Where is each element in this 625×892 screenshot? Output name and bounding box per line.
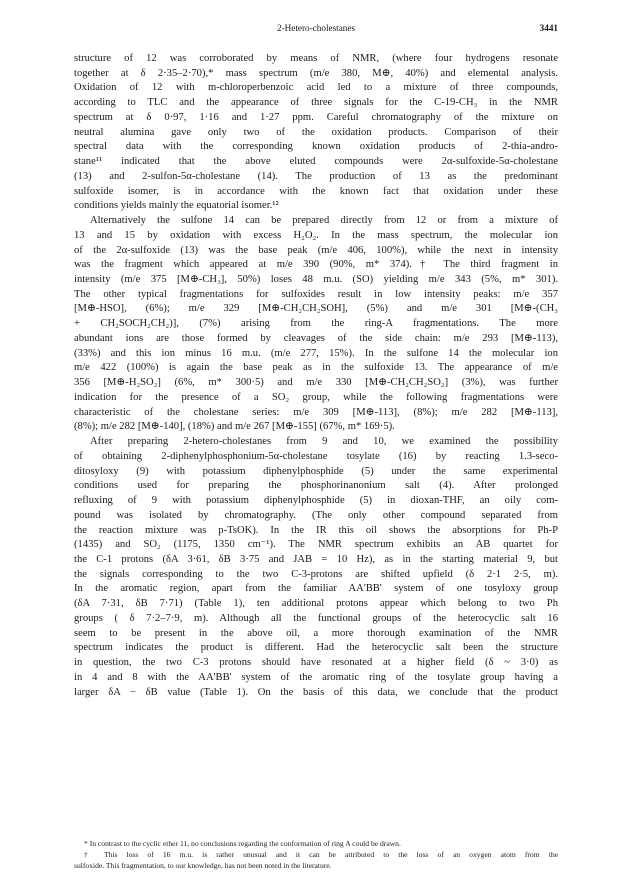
text-line: characteristic of the cholestane series: m/e 309 [M⊕-113], (8%); m/e 282 [M⊕-113], bbox=[74, 406, 558, 418]
text-line: together at δ 2·35–2·70),* mass spectrum (m/e 380, M⊕, 40%) and elemental analysis. bbox=[74, 67, 558, 79]
text-line: indication for the presence of a SO₂ group, while the following fragmentations were bbox=[74, 391, 558, 403]
text-line: of obtaining 2-diphenylphosphonium-5α-cholestane tosylate (16) by reacting 1.3-seco- bbox=[74, 450, 558, 462]
text-line: (8%); m/e 282 [M⊕-140], (18%) and m/e 267 [M⊕-155] (67%, m* 169·5). bbox=[74, 421, 395, 433]
text-line: conditions yields mainly the equatorial isomer.¹² bbox=[74, 200, 279, 212]
text-line: The other typical fragmentations for sulfoxides result in low intensity peaks: m/e 357 bbox=[74, 288, 558, 300]
body-text bbox=[74, 52, 558, 700]
text-line: structure of 12 was corroborated by means of NMR, (where four hydrogens resonate bbox=[74, 53, 558, 64]
text-line: spectrum at δ 0·97, 1·16 and 1·27 ppm. Careful chromatography of the mixture on bbox=[74, 111, 558, 123]
text-line: (13) and 2-sulfon-5α-cholestane (14). The production of 13 as the predominant bbox=[74, 170, 558, 182]
text-line: (δA 7·31, δB 7·71) (Table 1), ten additional protons appear which belong to two Ph bbox=[74, 598, 558, 610]
text-line: Alternatively the sulfone 14 can be prepared directly from 12 or from a mixture of bbox=[90, 215, 558, 227]
page-number: 3441 bbox=[539, 23, 558, 33]
text-line: 13 and 15 by oxidation with excess H₂O₂. In the mass spectrum, the molecular ion bbox=[74, 229, 558, 241]
text-line: refluxing of 9 with potassium diphenylphosphide (5) in dioxan-THF, an oily com- bbox=[74, 495, 558, 507]
text-line: was the fragment which appeared at m/e 390 (90%, m* 374).† The third fragment in bbox=[74, 259, 558, 271]
text-line: ditosyloxy (9) with potassium diphenylphosphide (5) under the same experimental bbox=[74, 465, 558, 477]
text-line: (1435) and SO₂ (1175, 1350 cm⁻¹). The NMR spectrum exhibits an AB quartet for bbox=[74, 539, 558, 551]
running-header bbox=[74, 23, 558, 37]
text-line: neutral alumina gave only two of the oxidation products. Comparison of their bbox=[74, 126, 558, 138]
text-line: sulfoxide isomer, is in accordance with the known fact that oxidation under these bbox=[74, 185, 558, 197]
text-line: larger δA − δB value (Table 1). On the basis of this data, we conclude that the product bbox=[74, 686, 558, 698]
footnote-line: sulfoxide. This fragmentation, to our knowledge, has not been noted in the literature. bbox=[74, 861, 332, 870]
text-line: the reaction mixture was p-TsOK). In the IR this oil shows the absorptions for Ph-P bbox=[74, 524, 558, 536]
text-line: intensity (m/e 375 [M⊕-CH₃], 50%) loses 48 m.u. (SO) yielding m/e 343 (5%, m* 301). bbox=[74, 274, 558, 286]
text-line: In the aromatic region, apart from the familiar AA'BB' system of one tosyloxy group bbox=[74, 583, 558, 595]
text-line: according to TLC and the appearance of three signals for the C-19-CH₃ in the NMR bbox=[74, 97, 558, 109]
text-line: abundant ions are those formed by cleavages of the side chain: m/e 293 [M⊕-113), bbox=[74, 332, 558, 344]
text-line: the C-1 protons (δA 3·61, δB 3·75 and JAB = 10 Hz), as in the starting material 9, but bbox=[74, 553, 558, 565]
text-line: seem to be present in the above oil, a more thorough examination of the NMR bbox=[74, 627, 558, 639]
text-line: Oxidation of 12 with m-chloroperbenzoic acid led to a mixture of three compounds, bbox=[74, 82, 558, 94]
text-line: After preparing 2-hetero-cholestanes from 9 and 10, we examined the possibility bbox=[90, 436, 558, 448]
footnote-line: * In contrast to the cyclic ether 11, no conclusions regarding the conformation of ring A could be drawn. bbox=[84, 839, 401, 848]
text-line: m/e 422 (100%) is again the base peak as in the sulfoxide 13. The appearance of m/e bbox=[74, 362, 558, 374]
text-line: (33%) and this ion minus 16 m.u. (m/e 277, 15%). In the sulfone 14 the molecular ion bbox=[74, 347, 558, 359]
text-line: in 4 and 8 with the AA'BB' system of the aromatic ring of the tosylate group having a bbox=[74, 671, 558, 683]
text-line: 356 [M⊕-H₂SO₂] (6%, m* 300·5) and m/e 330 [M⊕-CH₂CH₂SO₂] (3%), was further bbox=[74, 377, 558, 389]
text-line: stane¹¹ indicated that the above eluted compounds were 2α-sulfoxide-5α-cholestane bbox=[74, 156, 558, 168]
text-line: groups ( δ 7·2–7·9, m). Although all the functional groups of the heterocyclic salt 16 bbox=[74, 612, 558, 624]
text-line: of the 2α-sulfoxide (13) was the base peak (m/e 406, 100%), while the next in intensity bbox=[74, 244, 558, 256]
text-line: spectrum indicates the product is different. Had the heterocyclic salt been the structure bbox=[74, 642, 558, 654]
text-line: [M⊕-HSO], (6%); m/e 329 [M⊕-CH₂CH₂SOH], (5%) and m/e 301 [M⊕-(CH₃ bbox=[74, 303, 558, 315]
footnote-line: † This loss of 16 m.u. is rather unusual and it can be attributed to the loss of an oxygen atom from the bbox=[84, 850, 558, 859]
text-line: in question, the two C-3 protons should have resonated at a higher field (δ ~ 3·0) as bbox=[74, 657, 558, 669]
text-line: the signals corresponding to the two C-3-protons are shifted upfield (δ 2·1 2·5, m). bbox=[74, 568, 558, 580]
footnotes bbox=[74, 838, 558, 871]
running-title: 2-Hetero-cholestanes bbox=[276, 23, 356, 33]
text-line: conditions used for preparing the phosphorinanonium salt (4). After prolonged bbox=[74, 480, 558, 492]
text-line: + CH₂SOCH₂CH₂)], (7%) arising from the ring-A fragmentations. The more bbox=[74, 318, 558, 330]
text-line: spectral data with the corresponding known oxidation products of 2-thia-andro- bbox=[74, 141, 558, 153]
text-line: pound was isolated by chromatography. (The only other compound separated from bbox=[74, 509, 558, 521]
